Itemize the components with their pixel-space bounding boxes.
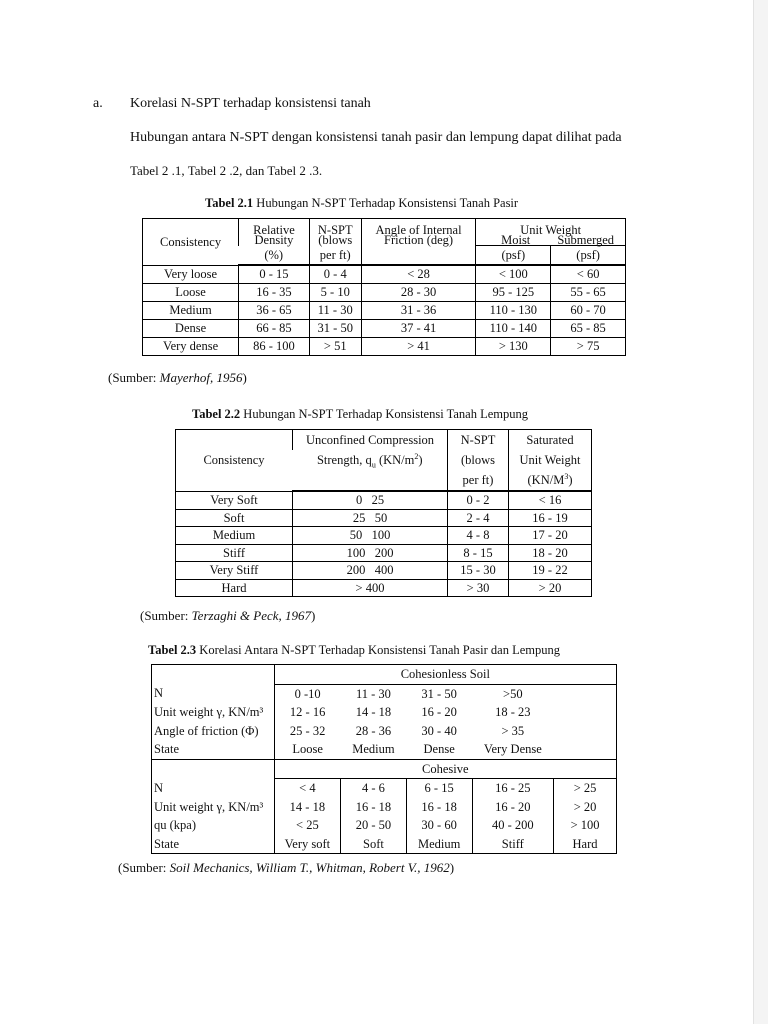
table-cell: Dense — [143, 320, 239, 338]
cohesionless-title: Cohesionless Soil — [274, 665, 616, 685]
table-cell: 12 - 16 — [289, 705, 326, 720]
table-cell: Hard — [176, 579, 293, 597]
table-cell: < 16 — [509, 491, 592, 509]
t1-header-nspt: N-SPT (blows — [309, 219, 361, 246]
table-cell: > 400 — [293, 579, 448, 597]
table2-caption — [192, 407, 528, 422]
table-cell: Medium — [406, 835, 472, 854]
table-cell: 28 - 30 — [361, 284, 476, 302]
table-cell — [554, 722, 617, 741]
t2-header-ucs-strength: Strength, $q_u$ $(KN/m^2)$ — [316, 451, 423, 470]
table-cell: 25 - 32 — [289, 723, 326, 738]
table-cell: > 100 — [554, 816, 617, 835]
intro-line-1: Hubungan antara N-SPT dengan konsistensi tanah pasir dan lempung dapat dilihat pada — [130, 130, 622, 145]
table-row — [143, 338, 626, 356]
table-cell: Medium — [176, 527, 293, 545]
list-marker: a. — [93, 96, 103, 111]
table-cell: 18 - 23 — [495, 705, 531, 720]
t1-header-submerged-unit: (psf) — [551, 246, 626, 265]
table-cell: Soft — [341, 835, 407, 854]
table-cell: > 75 — [551, 338, 626, 356]
cohesive-title: Cohesive — [274, 759, 616, 779]
table1-caption — [205, 196, 518, 211]
cohesionless-row-label: N — [152, 684, 275, 703]
section-heading: Korelasi N-SPT terhadap konsistensi tanah — [130, 96, 371, 111]
table1-caption-label: Tabel 2.1 — [205, 196, 254, 210]
t1-header-angle: Angle of Internal Friction (deg) — [361, 219, 476, 246]
table-cell: 95 - 125 — [476, 284, 551, 302]
table-cell: 19 - 22 — [509, 562, 592, 580]
table-cell: 16 - 20 — [421, 705, 457, 720]
intro-line-2: Tabel 2 .1, Tabel 2 .2, dan Tabel 2 .3. — [130, 163, 323, 178]
table-cell — [554, 703, 617, 722]
table-row — [176, 562, 592, 580]
table-cell: 60 - 70 — [551, 302, 626, 320]
table-cell: 6 - 15 — [406, 779, 472, 798]
table-cell: Hard — [554, 835, 617, 854]
table-row — [152, 740, 617, 759]
table-cell: 16 - 19 — [509, 509, 592, 527]
page-edge — [753, 0, 768, 1024]
table3-source: (Sumber: Soil Mechanics, William T., Whitman, Robert V., 1962) — [118, 860, 455, 875]
table-row — [176, 579, 592, 597]
table-cell: 8 - 15 — [448, 544, 509, 562]
cohesive-row-label: Unit weight γ, KN/m³ — [152, 798, 275, 817]
table-cell: 37 - 41 — [361, 320, 476, 338]
table-cell: 100 200 — [293, 544, 448, 562]
t1-header-relative-density-unit: (%) — [264, 247, 284, 262]
table-cell: 40 - 200 — [472, 816, 554, 835]
table-cell: 86 - 100 — [239, 338, 310, 356]
table-cell: 2 - 4 — [448, 509, 509, 527]
table1-caption-text: Hubungan N-SPT Terhadap Konsistensi Tanah Pasir — [253, 196, 519, 210]
table1-source: (Sumber: Mayerhof, 1956) — [108, 370, 247, 385]
table-row — [152, 835, 617, 854]
table-cell: < 28 — [361, 265, 476, 284]
table-cell: 0 - 4 — [309, 265, 361, 284]
table-cell: < 4 — [274, 779, 341, 798]
t2-header-unit-weight: Unit Weight — [509, 450, 592, 470]
table-cell: 16 - 18 — [341, 798, 407, 817]
table-cell: 11 - 30 — [355, 686, 391, 701]
table-cell: 0 -10 — [294, 686, 321, 701]
table-row — [152, 798, 617, 817]
t1-header-unit-weight: Unit Weight Moist Submerged — [476, 219, 626, 246]
table-cell: Soft — [176, 509, 293, 527]
table-row — [152, 703, 617, 722]
cohesionless-row-label: State — [152, 740, 275, 759]
table-cell: Stiff — [176, 544, 293, 562]
table-cell: > 30 — [448, 579, 509, 597]
table-cell: 17 - 20 — [509, 527, 592, 545]
t2-header-unit: $(KN/M^3)$ — [509, 470, 592, 491]
table-cell: > 41 — [361, 338, 476, 356]
t1-header-consistency: Consistency — [160, 234, 222, 249]
table2-caption-text: Hubungan N-SPT Terhadap Konsistensi Tanah Lempung — [240, 407, 528, 421]
table-cell: 5 - 10 — [309, 284, 361, 302]
table-cell: 30 - 40 — [421, 723, 457, 738]
table-cell: Stiff — [472, 835, 554, 854]
table-cell: 4 - 8 — [448, 527, 509, 545]
table-cell: Very soft — [274, 835, 341, 854]
table-cell: 11 - 30 — [309, 302, 361, 320]
table-2-3 — [151, 664, 617, 854]
t1-header-nspt-unit: per ft) — [309, 246, 361, 265]
table-cell: Medium — [143, 302, 239, 320]
table-cell: > 20 — [554, 798, 617, 817]
table-cell: Very dense — [143, 338, 239, 356]
table-row — [176, 544, 592, 562]
table-cell: 28 - 36 — [355, 723, 392, 738]
table-row — [143, 284, 626, 302]
table-cell: > 51 — [309, 338, 361, 356]
table-cell: 4 - 6 — [341, 779, 407, 798]
table-cell: Very Dense — [483, 742, 542, 757]
table-row — [176, 527, 592, 545]
cohesionless-row-label: Unit weight γ, KN/m³ — [152, 703, 275, 722]
table3-caption — [148, 643, 560, 658]
table-cell: 0 25 — [293, 491, 448, 509]
table-cell: 16 - 25 — [472, 779, 554, 798]
table3-caption-text: Korelasi Antara N-SPT Terhadap Konsistensi Tanah Pasir dan Lempung — [196, 643, 560, 657]
table-cell: < 25 — [274, 816, 341, 835]
cohesive-row-label: N — [152, 779, 275, 798]
table-cell: 25 50 — [293, 509, 448, 527]
table-cell: 30 - 60 — [406, 816, 472, 835]
cohesionless-row-label: Angle of friction (Φ) — [152, 722, 275, 741]
table-2-2 — [175, 429, 592, 597]
table-cell: 110 - 130 — [476, 302, 551, 320]
table-row — [143, 302, 626, 320]
table-cell — [554, 684, 617, 703]
table-cell: > 35 — [501, 723, 525, 738]
table-2-1 — [142, 218, 626, 356]
table-cell: 50 100 — [293, 527, 448, 545]
table-cell: > 20 — [509, 579, 592, 597]
table-cell: 31 - 36 — [361, 302, 476, 320]
table-cell: 16 - 20 — [472, 798, 554, 817]
table-row — [152, 684, 617, 703]
table-cell: 0 - 15 — [239, 265, 310, 284]
table-cell: Medium — [352, 742, 395, 757]
table-row — [143, 265, 626, 284]
t1-header-moist-unit: (psf) — [476, 246, 551, 265]
table-cell: 65 - 85 — [551, 320, 626, 338]
table-cell: >50 — [503, 686, 523, 701]
table-cell: 0 - 2 — [448, 491, 509, 509]
table-row — [143, 320, 626, 338]
table3-caption-label: Tabel 2.3 — [148, 643, 197, 657]
table-cell: Dense — [423, 742, 455, 757]
table-row — [152, 816, 617, 835]
table-row — [152, 722, 617, 741]
t2-header-consistency: Consistency — [203, 453, 265, 468]
table-cell: > 130 — [476, 338, 551, 356]
table-cell: 14 - 18 — [355, 705, 392, 720]
table-cell: 110 - 140 — [476, 320, 551, 338]
table-cell: 16 - 35 — [239, 284, 310, 302]
t2-header-ucs: Unconfined Compression — [293, 430, 448, 451]
table-cell: < 60 — [551, 265, 626, 284]
t1-header-relative-density: Relative Density — [239, 219, 310, 246]
table-cell: 66 - 85 — [239, 320, 310, 338]
t2-header-nspt-blows: (blows — [448, 450, 509, 470]
table-cell: 31 - 50 — [309, 320, 361, 338]
table-cell: Very Soft — [176, 491, 293, 509]
table-row — [176, 509, 592, 527]
table-cell — [554, 740, 617, 759]
t2-header-saturated: Saturated — [509, 430, 592, 451]
table-cell: 55 - 65 — [551, 284, 626, 302]
table-cell: Very loose — [143, 265, 239, 284]
table-cell: 15 - 30 — [448, 562, 509, 580]
table-cell: 200 400 — [293, 562, 448, 580]
cohesive-row-label: State — [152, 835, 275, 854]
table-row — [152, 779, 617, 798]
table-cell: Very Stiff — [176, 562, 293, 580]
table-cell: 14 - 18 — [274, 798, 341, 817]
cohesive-row-label: qu (kpa) — [152, 816, 275, 835]
t2-header-nspt-perft: per ft) — [448, 470, 509, 491]
table-cell: 31 - 50 — [421, 686, 457, 701]
table-cell: 36 - 65 — [239, 302, 310, 320]
table-row — [176, 491, 592, 509]
t2-header-nspt: N-SPT — [448, 430, 509, 451]
table-cell: Loose — [292, 742, 323, 757]
table2-caption-label: Tabel 2.2 — [192, 407, 241, 421]
table-cell: < 100 — [476, 265, 551, 284]
table-cell: Loose — [143, 284, 239, 302]
table-cell: 20 - 50 — [341, 816, 407, 835]
table2-source: (Sumber: Terzaghi & Peck, 1967) — [140, 608, 316, 623]
table-cell: 18 - 20 — [509, 544, 592, 562]
table-cell: > 25 — [554, 779, 617, 798]
table-cell: 16 - 18 — [406, 798, 472, 817]
